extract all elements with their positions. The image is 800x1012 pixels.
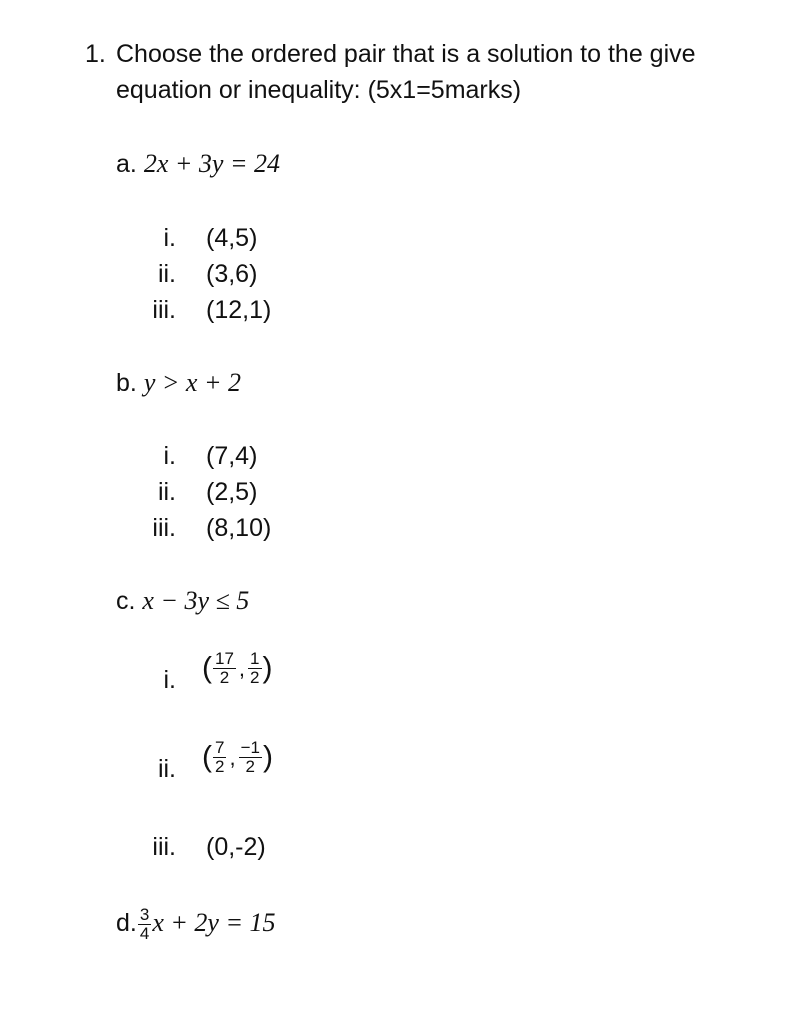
fraction-denominator: 2 (215, 757, 225, 776)
option-value-fraction: ( $\frac{7}{2}$ , $\frac{-1}{2}$ ) (202, 738, 273, 776)
part-a-equation: 2x + 3y = 24 (143, 149, 280, 178)
fraction-numerator: 7 (215, 738, 225, 757)
question-number: 1. (85, 40, 106, 68)
option-value: (8,10) (206, 514, 272, 542)
option-number: ii. (157, 478, 176, 506)
part-c (116, 585, 249, 617)
fraction-numerator: 3 (139, 905, 150, 924)
part-c-label: c. (116, 587, 136, 615)
option-number: i. (163, 666, 176, 694)
option-number: i. (163, 224, 176, 252)
fraction-denominator: 2 (250, 668, 260, 687)
option-number: ii. (157, 755, 176, 783)
option-value-fraction: ( $\frac{17}{2}$ , $\frac{1}{2}$ ) (202, 649, 273, 687)
fraction-denominator: 4 (139, 924, 150, 943)
option-number: i. (163, 442, 176, 470)
option-value: (3,6) (206, 260, 258, 288)
part-b-label: b. (116, 369, 137, 397)
part-d-equation: x + 2y = 15 (152, 908, 276, 938)
option-value: (7,4) (206, 442, 258, 470)
part-a (116, 148, 280, 180)
option-number: iii. (152, 514, 176, 542)
fraction-numerator: 17 (215, 649, 234, 668)
option-value: (12,1) (206, 296, 272, 324)
part-b-equation: y > x + 2 (143, 368, 241, 397)
part-c-equation: x − 3y ≤ 5 (142, 586, 250, 615)
question-text-line1: Choose the ordered pair that is a solution to the give (116, 40, 696, 68)
option-number: iii. (152, 296, 176, 324)
option-number: iii. (152, 833, 176, 861)
part-d (116, 906, 276, 943)
option-value: (2,5) (206, 478, 258, 506)
fraction-denominator: 2 (245, 757, 256, 776)
question-text-line2: equation or inequality: (5x1=5marks) (116, 76, 522, 104)
part-b (116, 367, 241, 399)
part-d-label: d. (116, 909, 137, 938)
fraction-numerator: −1 (240, 738, 260, 757)
fraction-numerator: 1 (250, 649, 260, 668)
part-d-fraction (138, 906, 151, 943)
fraction-denominator: 2 (219, 668, 230, 687)
option-number: ii. (157, 260, 176, 288)
option-value: (0,-2) (206, 833, 266, 861)
option-value: (4,5) (206, 224, 258, 252)
part-a-label: a. (116, 150, 137, 178)
